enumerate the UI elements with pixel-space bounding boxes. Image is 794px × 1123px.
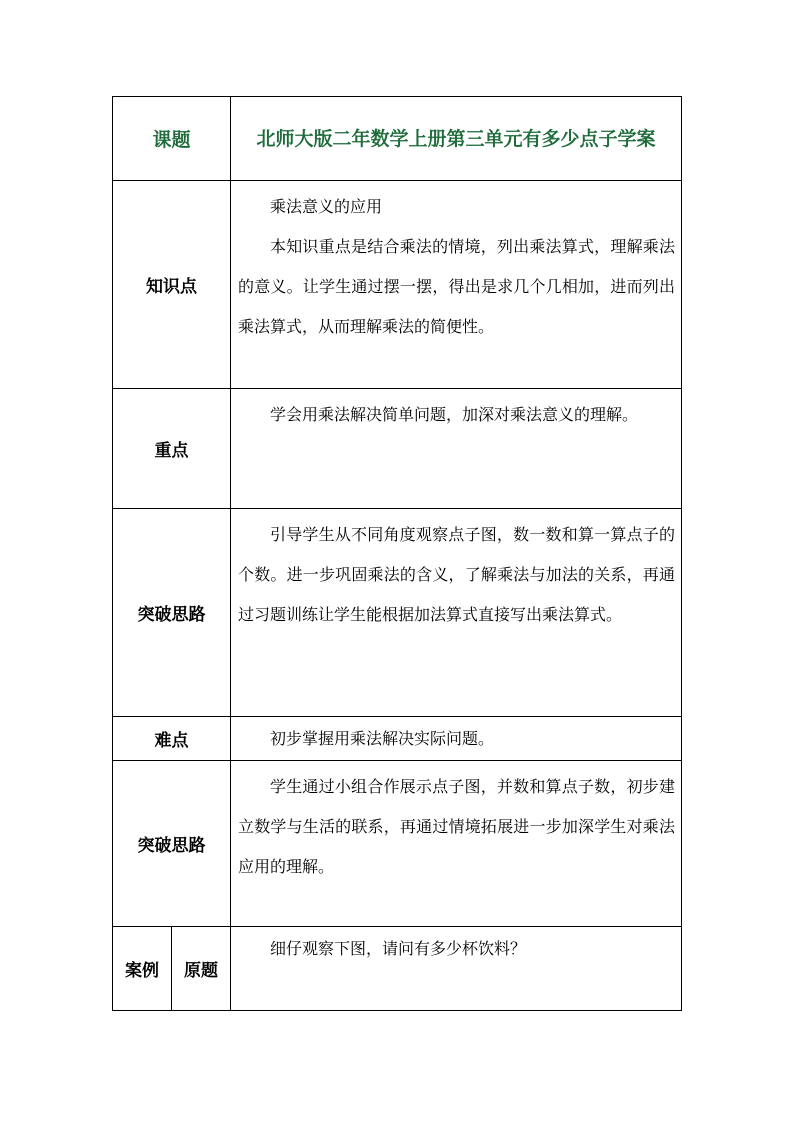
breakthrough-2-text: 学生通过小组合作展示点子图，并数和算点子数，初步建立数学与生活的联系，再通过情境拓展进一步加深学生对乘法应用的理解。	[238, 777, 676, 876]
breakthrough-2-label: 突破思路	[113, 761, 231, 927]
row-breakthrough-2	[113, 761, 682, 927]
breakthrough-2-content	[231, 761, 682, 927]
knowledge-label: 知识点	[113, 181, 231, 389]
difficulty-content	[231, 717, 682, 761]
row-case	[113, 927, 682, 1011]
key-point-text: 学会用乘法解决简单问题，加深对乘法意义的理解。	[270, 405, 639, 424]
knowledge-topic: 乘法意义的应用	[270, 197, 383, 216]
lesson-plan-table	[112, 96, 682, 1011]
row-knowledge	[113, 181, 682, 389]
row-key-point	[113, 389, 682, 509]
breakthrough-1-content	[231, 509, 682, 717]
lesson-title: 北师大版二年数学上册第三单元有多少点子学案	[231, 97, 682, 181]
row-title	[113, 97, 682, 181]
case-question: 细仔观察下图，请问有多少杯饮料？	[270, 939, 527, 958]
breakthrough-1-text: 引导学生从不同角度观察点子图，数一数和算一算点子的个数。进一步巩固乘法的含义，了解乘法与加法的关系，再通过习题训练让学生能根据加法算式直接写出乘法算式。	[238, 525, 676, 624]
breakthrough-1-label: 突破思路	[113, 509, 231, 717]
difficulty-text: 初步掌握用乘法解决实际问题。	[270, 728, 495, 748]
knowledge-content	[231, 181, 682, 389]
knowledge-description: 本知识重点是结合乘法的情境，列出乘法算式，理解乘法的意义。让学生通过摆一摆，得出是求几个几相加，进而列出乘法算式，从而理解乘法的简便性。	[238, 237, 676, 336]
difficulty-label: 难点	[113, 717, 231, 761]
case-label: 案例	[113, 927, 172, 1011]
title-label: 课题	[113, 97, 231, 181]
key-point-content	[231, 389, 682, 509]
row-breakthrough-1	[113, 509, 682, 717]
original-problem-label: 原题	[172, 927, 231, 1011]
row-difficulty	[113, 717, 682, 761]
key-point-label: 重点	[113, 389, 231, 509]
case-content	[231, 927, 682, 1011]
